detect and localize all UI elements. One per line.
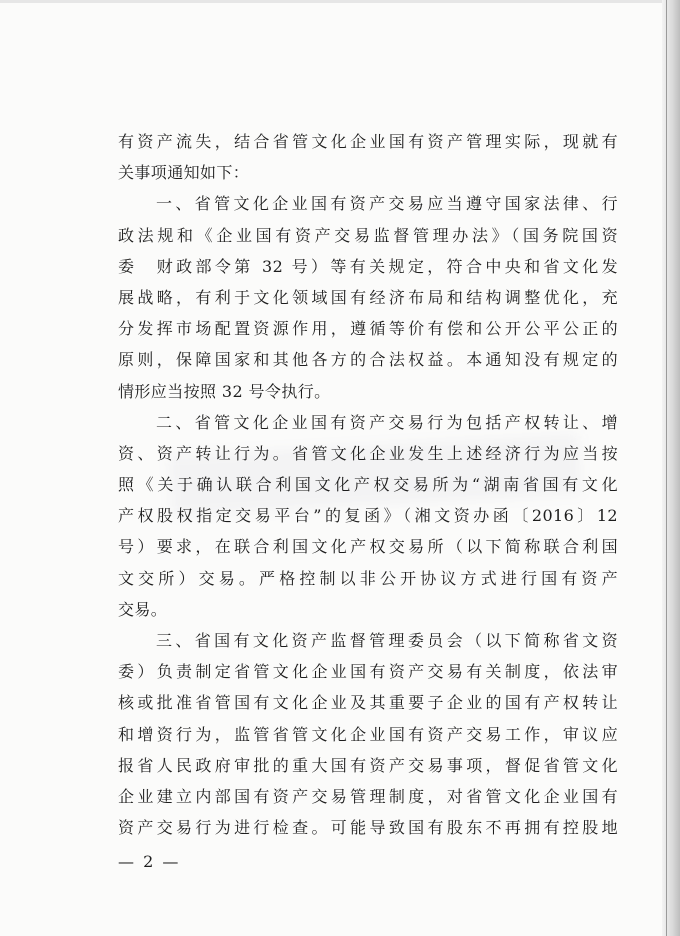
text-line-11: 资、资产转让行为。省管文化企业发生上述经济行为应当按 [118, 443, 618, 463]
text-line-17: 三、省国有文化资产监督管理委员会（以下简称省文资 [156, 631, 618, 650]
body-text [118, 126, 618, 843]
text-line-7: 分发挥市场配置资源作用，遵循等价有偿和公开公平公正的 [118, 319, 618, 339]
text-line-21: 报省人民政府审批的重大国有资产交易事项，督促省管文化 [118, 755, 618, 775]
text-line-1: 有资产流失，结合省管文化企业国有资产管理实际，现就有 [118, 132, 618, 151]
text-line-15: 文交所）交易。严格控制以非公开协议方式进行国有资产 [118, 568, 618, 588]
text-line-16: 交易。 [118, 599, 168, 619]
text-line-9: 情形应当按照 32 号令执行。 [118, 381, 331, 401]
page-number: — 2 — [118, 852, 181, 871]
text-line-12: 照《关于确认联合利国文化产权交易所为“湖南省国有文化 [118, 475, 618, 495]
text-line-22: 企业建立内部国有资产交易管理制度，对省管文化企业国有 [118, 786, 618, 806]
page-right-edge-line [666, 0, 667, 936]
page-right-edge-shadow [662, 0, 680, 936]
text-line-23: 资产交易行为进行检查。可能导致国有股东不再拥有控股地 [118, 818, 618, 838]
text-line-3: 一、省管文化企业国有资产交易应当遵守国家法律、行 [156, 194, 618, 214]
text-line-8: 原则，保障国家和其他各方的合法权益。本通知没有规定的 [118, 350, 618, 370]
text-line-19: 核或批准省管国有文化企业及其重要子企业的国有产权转让 [118, 693, 618, 713]
text-line-20: 和增资行为，监管省管文化企业国有资产交易工作，审议应 [118, 724, 618, 744]
text-line-10: 二、省管文化企业国有资产交易行为包括产权转让、增 [156, 412, 618, 432]
page-top-edge [0, 0, 680, 3]
text-line-6: 展战略，有利于文化领域国有经济布局和结构调整优化，充 [118, 287, 618, 307]
text-line-5: 委 财政部令第 32 号）等有关规定，符合中央和省文化发 [118, 256, 618, 276]
text-line-14: 号）要求，在联合利国文化产权交易所（以下简称联合利国 [118, 537, 618, 557]
text-line-18: 委）负责制定省管文化企业国有资产交易有关制度，依法审 [118, 662, 618, 682]
text-line-2: 关事项通知如下： [118, 163, 250, 183]
text-line-13: 产权股权指定交易平台”的复函》（湘文资办函〔2016〕12 [118, 506, 618, 526]
text-line-4: 政法规和《企业国有资产交易监督管理办法》（国务院国资 [118, 225, 618, 245]
